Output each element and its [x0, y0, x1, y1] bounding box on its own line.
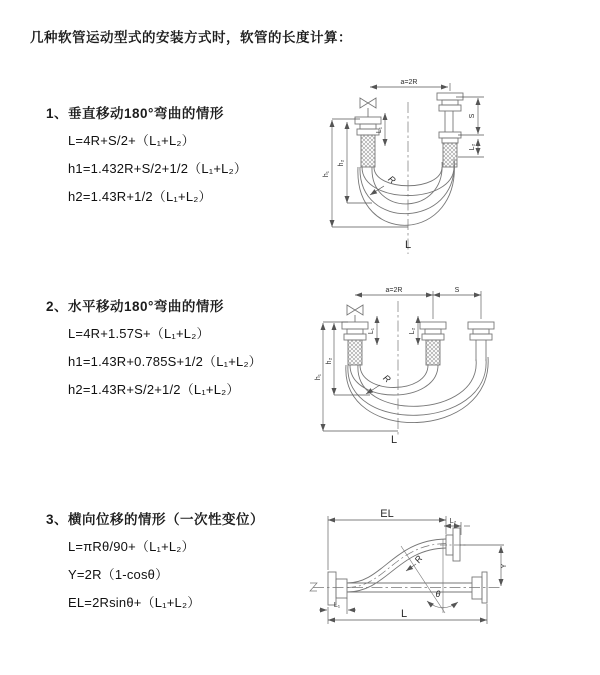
- hose-drawing: [355, 93, 463, 254]
- dim-label-s: S: [454, 287, 460, 294]
- dim-label-h1: h₁: [315, 373, 322, 381]
- diagram-horizontal-180-bend: [310, 283, 595, 448]
- section-2-heading: 2、水平移动180°弯曲的情形: [46, 299, 224, 314]
- section-1-heading: 1、垂直移动180°弯曲的情形: [46, 106, 224, 121]
- formula-line: h2=1.43R+S/2+1/2（L₁+L₂）: [68, 382, 240, 397]
- formula-line: h1=1.43R+0.785S+1/2（L₁+L₂）: [68, 354, 262, 369]
- dim-label-radius: R: [381, 372, 393, 385]
- section-2-formulas: [46, 320, 316, 404]
- diagram-vertical-180-bend: [308, 72, 590, 264]
- dim-label-y: Y: [501, 563, 508, 569]
- section-3-heading: 3、横向位移的情形（一次性变位）: [46, 512, 265, 527]
- dim-label-l1: L₁: [368, 327, 375, 335]
- dim-label-s: S: [469, 113, 476, 119]
- dim-label-h1: h₁: [323, 170, 330, 178]
- page-title: 几种软管运动型式的安装方式时，软管的长度计算：: [30, 30, 352, 45]
- dim-label-length: L: [404, 239, 412, 251]
- dim-label-l2: L₂: [449, 518, 457, 525]
- diagram-lateral-displacement: [298, 502, 595, 657]
- formula-line: L=πRθ/90+（L₁+L₂）: [68, 539, 195, 554]
- dimension-lines: [319, 516, 504, 624]
- dim-label-el: EL: [380, 508, 394, 520]
- formula-line: h1=1.432R+S/2+1/2（L₁+L₂）: [68, 161, 248, 176]
- section-3-formulas: [46, 533, 316, 617]
- dim-label-l1: L₁: [376, 126, 383, 134]
- dim-label-theta: θ: [435, 589, 441, 599]
- centerline-break-icon: [310, 583, 317, 591]
- section-2: [46, 297, 316, 404]
- valve-icon: [360, 98, 376, 108]
- formula-line: L=4R+S/2+（L₁+L₂）: [68, 133, 195, 148]
- formula-line: L=4R+1.57S+（L₁+L₂）: [68, 326, 210, 341]
- dim-label-l2: L₂: [409, 327, 416, 335]
- dim-label-radius: R: [412, 553, 425, 565]
- dim-label-length: L: [390, 434, 398, 446]
- dim-label-l2: L₂: [469, 143, 476, 151]
- dim-label-a2r: a=2R: [400, 79, 418, 86]
- formula-line: h2=1.43R+1/2（L₁+L₂）: [68, 189, 212, 204]
- dim-label-h2: h₂: [326, 357, 333, 365]
- valve-icon: [347, 305, 363, 315]
- dim-label-a2r: a=2R: [385, 287, 403, 294]
- formula-line: Y=2R（1-cosθ）: [68, 567, 169, 582]
- dim-label-h2: h₂: [338, 159, 345, 167]
- dim-label-radius: R: [386, 173, 398, 186]
- section-3: [46, 510, 316, 617]
- formula-line: EL=2Rsinθ+（L₁+L₂）: [68, 595, 201, 610]
- section-1-formulas: [46, 127, 316, 211]
- section-1: [46, 104, 316, 211]
- dim-label-length: L: [400, 608, 408, 620]
- hose-drawing: [310, 528, 501, 613]
- dim-label-l1: L₁: [333, 602, 341, 609]
